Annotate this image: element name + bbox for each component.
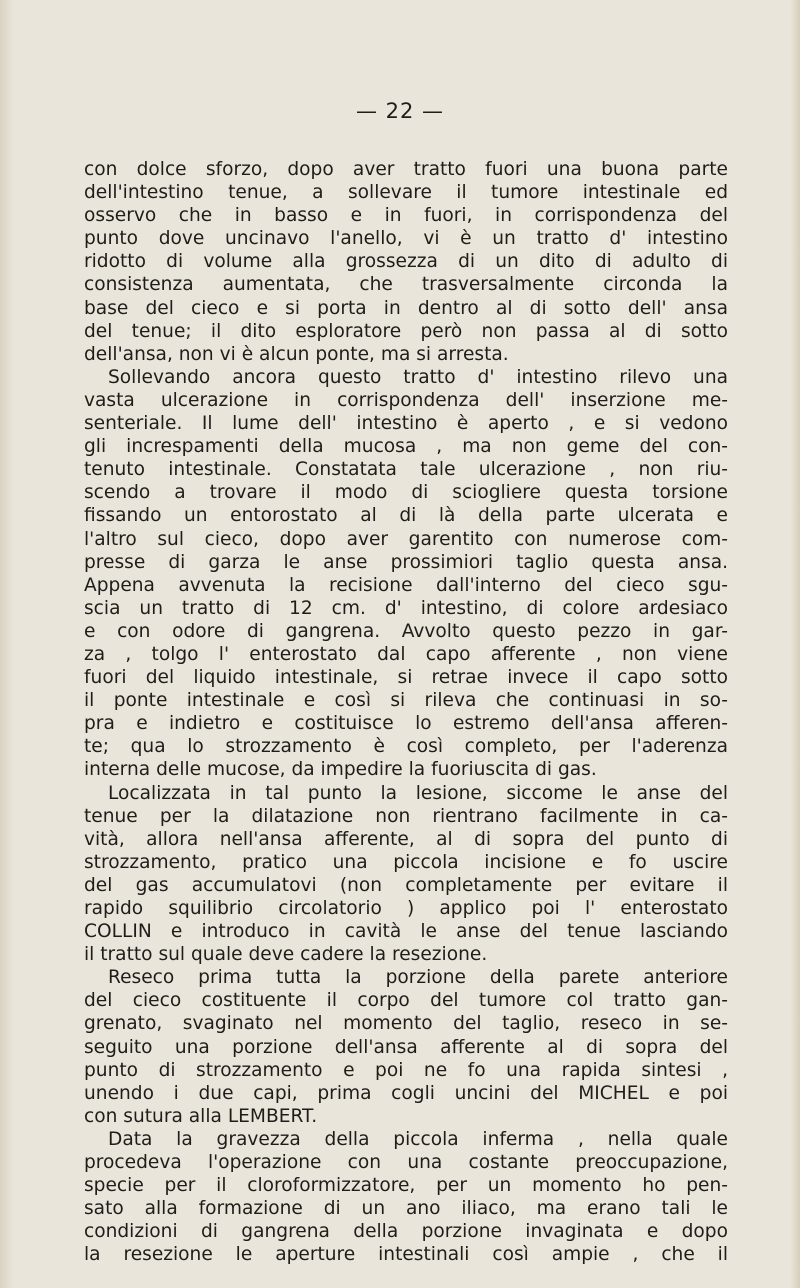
text-line: l'altro sul cieco, dopo aver garentito con numerose com-: [84, 528, 728, 550]
text-line: del cieco costituente il corpo del tumore col tratto gan-: [84, 990, 728, 1012]
text-line: Data la gravezza della piccola inferma , nella quale: [108, 1128, 728, 1150]
text-line: seguito una porzione dell'ansa afferente al di sopra del: [84, 1036, 728, 1058]
page-right-edge: [790, 0, 800, 1288]
text-line: ridotto di volume alla grossezza di un dito di adulto di: [84, 251, 728, 273]
text-line: tenue per la dilatazione non rientrano facilmente in ca-: [84, 805, 728, 827]
text-line: la resezione le aperture intestinali così ampie , che il: [84, 1244, 728, 1266]
text-line: specie per il cloroformizzatore, per un momento ho pen-: [84, 1175, 728, 1197]
text-line: fissando un entorostato al di là della parte ulcerata e: [84, 505, 728, 527]
page-number: — 22 —: [355, 99, 445, 123]
text-line: senteriale. Il lume dell' intestino è aperto , e si vedono: [84, 413, 728, 435]
text-line: interna delle mucose, da impedire la fuoriuscita di gas.: [84, 759, 597, 781]
text-line: del tenue; il dito esploratore però non passa al di sotto: [84, 320, 728, 342]
text-line: gli increspamenti della mucosa , ma non geme del con-: [84, 436, 728, 458]
text-line: osservo che in basso e in fuori, in corrispondenza del: [84, 205, 728, 227]
text-line: punto dove uncinavo l'anello, vi è un tratto d' intestino: [84, 228, 728, 250]
text-line: Localizzata in tal punto la lesione, siccome le anse del: [108, 782, 728, 804]
text-line: rapido squilibrio circolatorio ) applico poi l' enterostato: [84, 898, 728, 919]
text-line: tenuto intestinale. Constatata tale ulcerazione , non riu-: [84, 459, 728, 481]
text-line: dell'ansa, non vi è alcun ponte, ma si arresta.: [84, 343, 509, 365]
text-line: il ponte intestinale e così si rileva che continuasi in so-: [84, 690, 728, 712]
text-line: con sutura alla LEMBERT.: [84, 1105, 318, 1127]
text-line: vasta ulcerazione in corrispondenza dell' inserzione me-: [84, 389, 728, 411]
text-line: scia un tratto di 12 cm. d' intestino, di colore ardesiaco: [84, 597, 728, 619]
text-line: unendo i due capi, prima cogli uncini del MICHEL e poi: [84, 1082, 728, 1104]
text-line: te; qua lo strozzamento è così completo, per l'aderenza: [84, 736, 728, 758]
text-line: e con odore di gangrena. Avvolto questo pezzo in gar-: [84, 620, 728, 642]
text-line: presse di garza le anse prossimiori taglio questa ansa.: [84, 551, 728, 573]
text-line: grenato, svaginato nel momento del taglio, reseco in se-: [84, 1013, 728, 1035]
page-left-edge: [0, 0, 14, 1288]
text-line: za , tolgo l' enterostato dal capo afferente , non viene: [84, 643, 728, 665]
text-line: sato alla formazione di un ano iliaco, ma erano tali le: [84, 1198, 728, 1220]
text-line: scendo a trovare il modo di sciogliere questa torsione: [84, 482, 728, 504]
text-line: procedeva l'operazione con una costante preoccupazione,: [84, 1152, 728, 1174]
body-text: [84, 158, 728, 1267]
text-line: fuori del liquido intestinale, si retrae invece il capo sotto: [84, 667, 728, 689]
text-line: con dolce sforzo, dopo aver tratto fuori una buona parte: [84, 159, 728, 180]
text-line: punto di strozzamento e poi ne fo una rapida sintesi ,: [84, 1059, 728, 1081]
text-line: pra e indietro e costituisce lo estremo dell'ansa afferen-: [84, 713, 728, 735]
text-line: il tratto sul quale deve cadere la resezione.: [84, 944, 488, 966]
text-line: vità, allora nell'ansa afferente, al di sopra del punto di: [84, 828, 728, 850]
text-line: consistenza aumentata, che trasversalmente circonda la: [84, 274, 728, 296]
text-line: Appena avvenuta la recisione dall'interno del cieco sgu-: [84, 574, 728, 596]
text-line: base del cieco e si porta in dentro al di sotto dell' ansa: [84, 297, 728, 319]
text-line: Reseco prima tutta la porzione della parete anteriore: [108, 967, 728, 989]
text-line: dell'intestino tenue, a sollevare il tumore intestinale ed: [84, 182, 728, 204]
text-line: COLLIN e introduco in cavità le anse del tenue lasciando: [84, 921, 728, 943]
text-line: strozzamento, pratico una piccola incisione e fo uscire: [84, 851, 728, 873]
text-line: del gas accumulatovi (non completamente per evitare il: [84, 874, 728, 896]
text-line: Sollevando ancora questo tratto d' intestino rilevo una: [108, 366, 728, 388]
text-line: condizioni di gangrena della porzione invaginata e dopo: [84, 1221, 728, 1243]
